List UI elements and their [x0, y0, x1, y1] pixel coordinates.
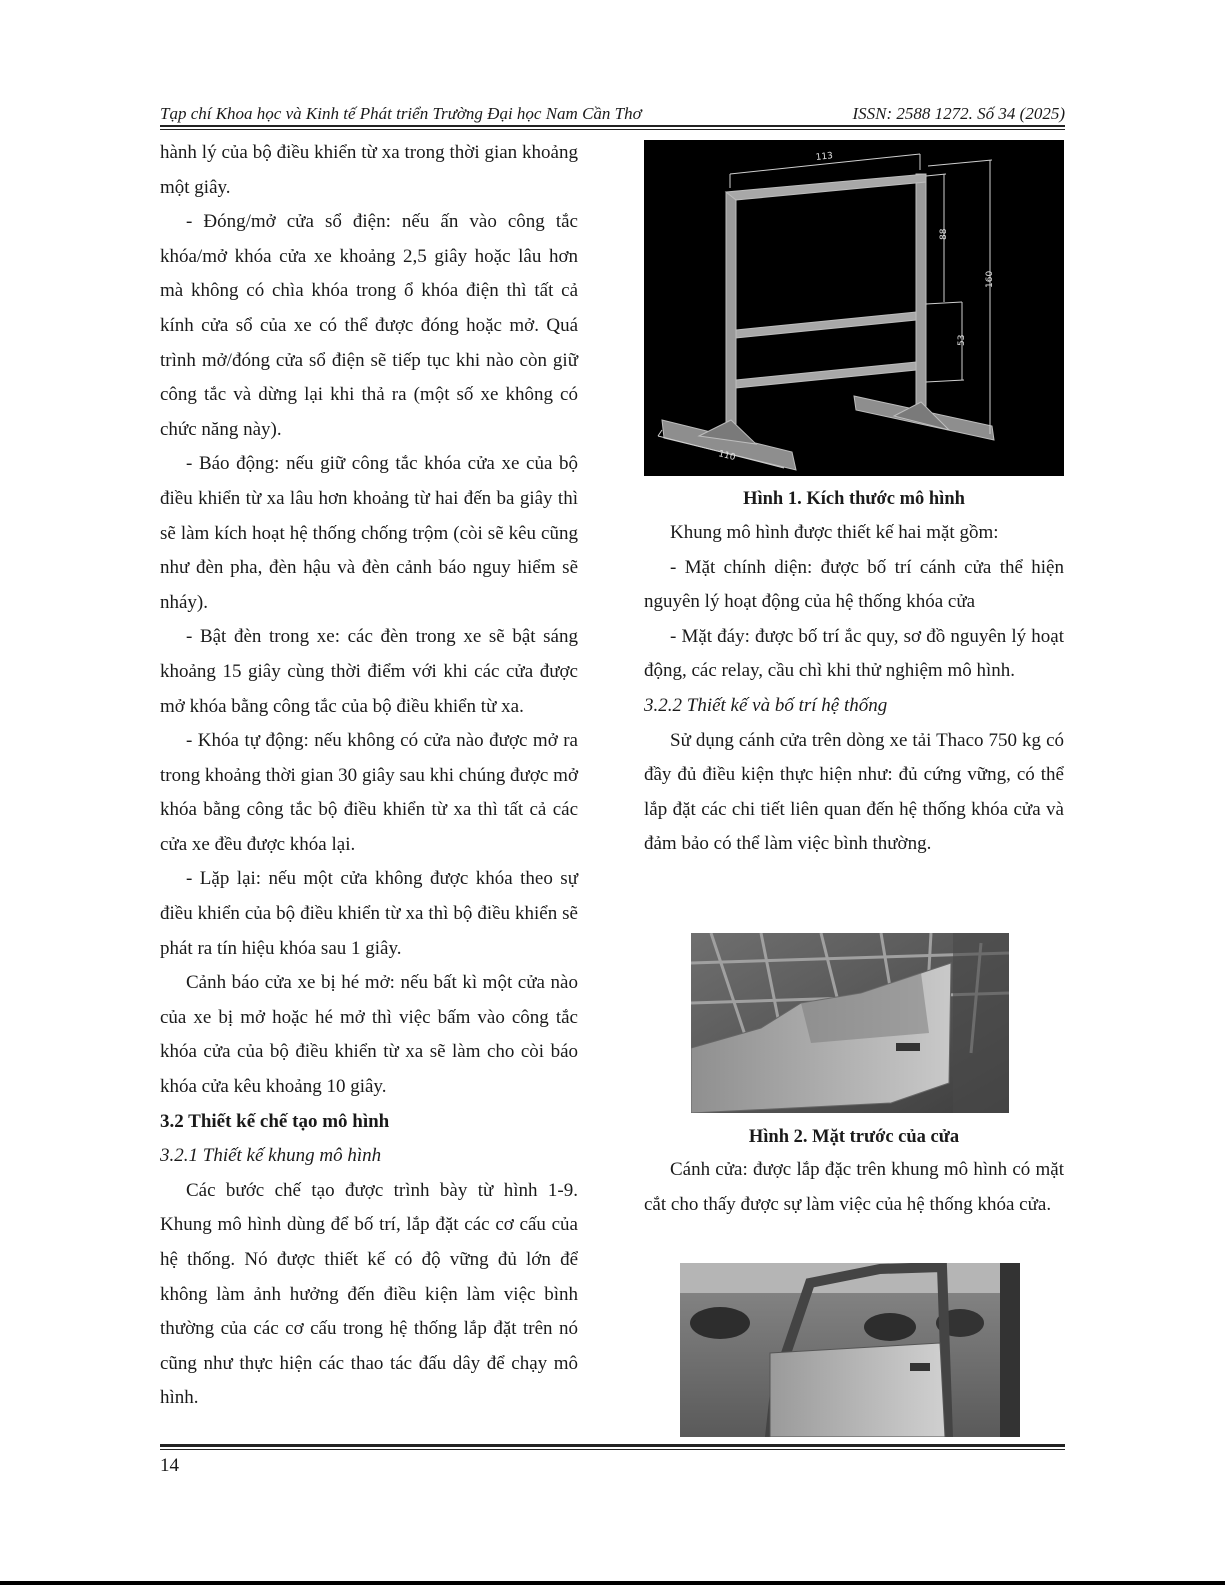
paragraph: hành lý của bộ điều khiển từ xa trong thời gian khoảng một giây.: [160, 142, 578, 198]
paragraph: - Bật đèn trong xe: các đèn trong xe sẽ bật sáng khoảng 15 giây cùng thời điểm với khi các cửa được mở khóa bằng công tắc của bộ điều khiển từ xa.: [160, 626, 578, 717]
dim-label-lower: 53: [957, 334, 967, 346]
paragraph: - Lặp lại: nếu một cửa không được khóa theo sự điều khiển của bộ điều khiển từ xa thì bộ điều khiển sẽ phát ra tín hiệu khóa sau 1 giây.: [160, 868, 578, 959]
dim-label-upper: 88: [939, 228, 949, 240]
right-column-block-2: [644, 1153, 1064, 1222]
figure-1-caption: Hình 1. Kích thước mô hình: [743, 489, 965, 509]
right-column-block-1: [644, 516, 1064, 862]
paragraph: - Đóng/mở cửa sổ điện: nếu ấn vào công tắc khóa/mở khóa cửa xe khoảng 2,5 giây hoặc lâu hơn mà không có chìa khóa trong ổ khóa điện thì tất cả kính cửa sổ của xe có thể được đóng hoặc mở. Quá trình mở/đóng cửa sổ điện sẽ tiếp tục khi nào còn giữ công tắc và dừng lại khi thả ra (một số xe không có chức năng này).: [160, 211, 578, 440]
journal-title: Tạp chí Khoa học và Kinh tế Phát triển Trường Đại học Nam Cần Thơ: [160, 104, 642, 123]
footer-rule: [160, 1444, 1065, 1447]
paragraph: Khung mô hình được thiết kế hai mặt gồm:: [670, 522, 999, 543]
figure-2-caption: Hình 2. Mặt trước của cửa: [748, 1127, 960, 1147]
header-rule: [160, 125, 1065, 127]
paragraph: - Mặt đáy: được bố trí ắc quy, sơ đồ nguyên lý hoạt động, các relay, cầu chì khi thử nghiệm mô hình.: [644, 625, 1064, 682]
dim-label-top: 113: [815, 151, 834, 163]
figure-1-frame-drawing: [644, 140, 1064, 476]
paragraph: Cảnh báo cửa xe bị hé mở: nếu bất kì một cửa nào của xe bị mở hoặc hé mở thì việc bấm vào công tắc khóa cửa của bộ điều khiển từ xa sẽ làm cho còi báo khóa cửa kêu khoảng 10 giây.: [160, 972, 578, 1098]
paragraph: - Khóa tự động: nếu không có cửa nào được mở ra trong khoảng thời gian 30 giây sau khi chúng được mở khóa bằng công tắc bộ điều khiển từ xa thì tất cả các cửa xe đều được khóa lại.: [160, 730, 578, 855]
running-header: [160, 100, 1065, 126]
issn-issue: ISSN: 2588 1272. Số 34 (2025): [852, 104, 1065, 123]
figure-2-door-photo: [691, 933, 1009, 1113]
paragraph: Sử dụng cánh cửa trên dòng xe tải Thaco 750 kg có đầy đủ điều kiện thực hiện như: đủ cứng vững, có thể lắp đặt các chi tiết liên quan đến hệ thống khóa cửa và đảm bảo có thể làm việc bình thường.: [644, 729, 1064, 855]
paragraph: Cánh cửa: được lắp đặc trên khung mô hình có mặt cắt cho thấy được sự làm việc của hệ thống khóa cửa.: [644, 1159, 1064, 1215]
left-column: [160, 136, 578, 1416]
dim-label-base: 110: [717, 449, 737, 464]
figure-2-caption-block: [644, 1120, 1064, 1155]
subsection-heading: 3.2.2 Thiết kế và bố trí hệ thống: [644, 694, 888, 716]
paragraph: - Mặt chính diện: được bố trí cánh cửa thể hiện nguyên lý hoạt động của hệ thống khóa cửa: [644, 556, 1064, 613]
figure-3-door-photo: [680, 1263, 1020, 1437]
header-rule-thin: [160, 129, 1065, 130]
figure-1-caption-block: [644, 482, 1064, 517]
page-bottom-border: [0, 1581, 1225, 1585]
page-number: 14: [160, 1455, 179, 1476]
subsection-heading: 3.2.1 Thiết kế khung mô hình: [160, 1145, 382, 1167]
footer-rule-thin: [160, 1449, 1065, 1450]
paragraph: - Báo động: nếu giữ công tắc khóa cửa xe của bộ điều khiển từ xa lâu hơn khoảng từ hai đến ba giây thì sẽ làm kích hoạt hệ thống chống trộm (còi sẽ kêu cũng như đèn pha, đèn hậu và đèn cảnh báo nguy hiểm sẽ nháy).: [160, 453, 578, 613]
section-heading: 3.2 Thiết kế chế tạo mô hình: [160, 1110, 390, 1132]
dim-label-total: 160: [985, 270, 995, 288]
paragraph: Các bước chế tạo được trình bày từ hình 1-9. Khung mô hình dùng để bố trí, lắp đặt các cơ cấu của hệ thống. Nó được thiết kế có độ vững đủ lớn để không làm ảnh hưởng đến điều kiện làm việc bình thường của các cơ cấu trong hệ thống lắp đặt trên nó cũng như thực hiện các thao tác đấu dây để chạy mô hình.: [160, 1179, 578, 1409]
